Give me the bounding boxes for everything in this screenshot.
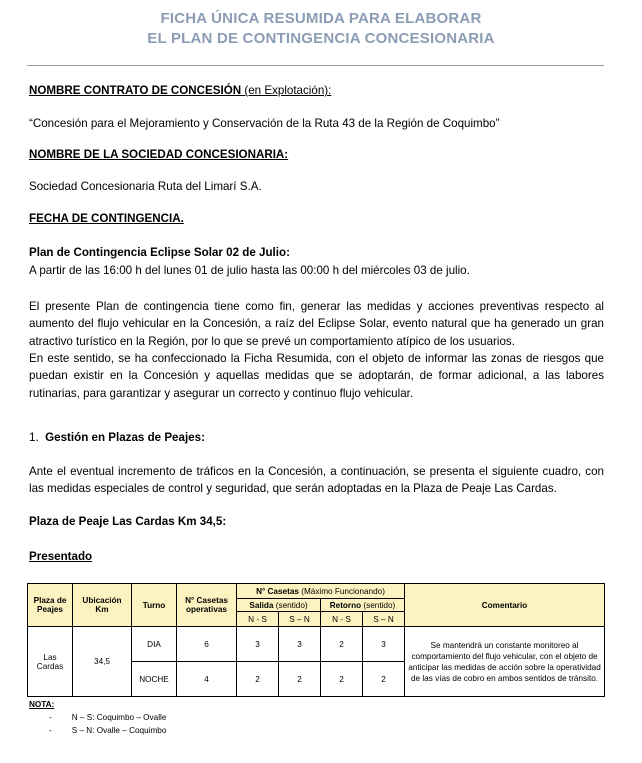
note-item: - N – S: Coquimbo – Ovalle — [49, 713, 167, 722]
header-comment: Comentario — [405, 584, 605, 627]
plan-date-range: A partir de las 16:00 h del lunes 01 de julio hasta las 00:00 h del miércoles 03 de julio. — [29, 264, 470, 277]
table-row — [28, 627, 605, 662]
header-return-ns: N - S — [321, 612, 363, 627]
cell-return-ns: 2 — [321, 627, 363, 662]
header-location-km: Ubicación Km — [73, 584, 132, 627]
cell-return-ns: 2 — [321, 662, 363, 697]
section-1-heading: 1. Gestión en Plazas de Peajes: — [29, 431, 205, 444]
header-plaza: Plaza de Peajes — [28, 584, 73, 627]
note-item: - S – N: Ovalle – Coquimbo — [49, 726, 167, 735]
document-title-line2: EL PLAN DE CONTINGENCIA CONCESIONARIA — [147, 30, 495, 47]
cell-km: 34,5 — [73, 627, 132, 697]
cell-return-sn: 2 — [363, 662, 405, 697]
header-return-sn: S – N — [363, 612, 405, 627]
cell-shift: DIA — [132, 627, 177, 662]
cell-return-sn: 3 — [363, 627, 405, 662]
cell-operating: 4 — [177, 662, 237, 697]
contract-name: “Concesión para el Mejoramiento y Conservación de la Ruta 43 de la Región de Coquimbo” — [29, 117, 500, 130]
plan-title: Plan de Contingencia Eclipse Solar 02 de Julio: — [29, 246, 290, 259]
toll-plaza-title: Plaza de Peaje Las Cardas Km 34,5: — [29, 515, 227, 528]
cell-operating: 6 — [177, 627, 237, 662]
cell-shift: NOCHE — [132, 662, 177, 697]
header-shift: Turno — [132, 584, 177, 627]
cell-plaza: Las Cardas — [28, 627, 73, 697]
header-return: Retorno (sentido) — [321, 599, 405, 612]
document-title-line1: FICHA ÚNICA RESUMIDA PARA ELABORAR — [160, 10, 482, 27]
intro-paragraph-2: En este sentido, se ha confeccionado la Ficha Resumida, con el objeto de informar las zonas de riesgos que puedan existir en la Concesión y aquellas medidas que se adoptarán, de formar adicional, a las labores rutinarias, para garantizar y asegurar un correcto y continuo flujo vehicular. — [29, 352, 604, 400]
header-operating-booths: N° Casetas operativas — [177, 584, 237, 627]
company-name: Sociedad Concesionaria Ruta del Limarí S.A. — [29, 180, 262, 193]
header-outbound-ns: N - S — [237, 612, 279, 627]
section-1-paragraph: Ante el eventual incremento de tráficos en la Concesión, a continuación, se presenta el siguiente cuadro, con las medidas especiales de control y seguridad, que serán adoptadas en la Plaza de Peaje Las Cardas. — [29, 465, 604, 496]
header-max-booths: N° Casetas (Máximo Funcionando) — [237, 584, 405, 599]
cell-outbound-sn: 3 — [279, 627, 321, 662]
intro-paragraph-1: El presente Plan de contingencia tiene como fin, generar las medidas y acciones preventivas respecto al aumento del flujo vehicular en la Concesión, a raíz del Eclipse Solar, evento natural que ha generado un gran atractivo turístico en la Región, por lo que se prevé un comportamiento atípico de los usuarios. — [29, 300, 604, 348]
header-outbound: Salida (sentido) — [237, 599, 321, 612]
cell-outbound-ns: 2 — [237, 662, 279, 697]
contingency-date-heading: FECHA DE CONTINGENCIA. — [29, 212, 184, 225]
contract-heading: NOMBRE CONTRATO DE CONCESIÓN (en Explotación): — [29, 84, 332, 97]
notes-heading: NOTA: — [29, 700, 55, 709]
header-divider — [27, 65, 604, 66]
presented-label: Presentado — [29, 550, 93, 563]
cell-comment: Se mantendrá un constante monitoreo al comportamiento del flujo vehicular, con el objeto de anticipar las medidas de acción sobre la operatividad de las vías de cobro en ambos sentidos de tránsito. — [405, 627, 605, 697]
header-outbound-sn: S – N — [279, 612, 321, 627]
cell-outbound-sn: 2 — [279, 662, 321, 697]
company-heading: NOMBRE DE LA SOCIEDAD CONCESIONARIA: — [29, 148, 289, 161]
cell-outbound-ns: 3 — [237, 627, 279, 662]
toll-booths-table — [27, 583, 605, 697]
